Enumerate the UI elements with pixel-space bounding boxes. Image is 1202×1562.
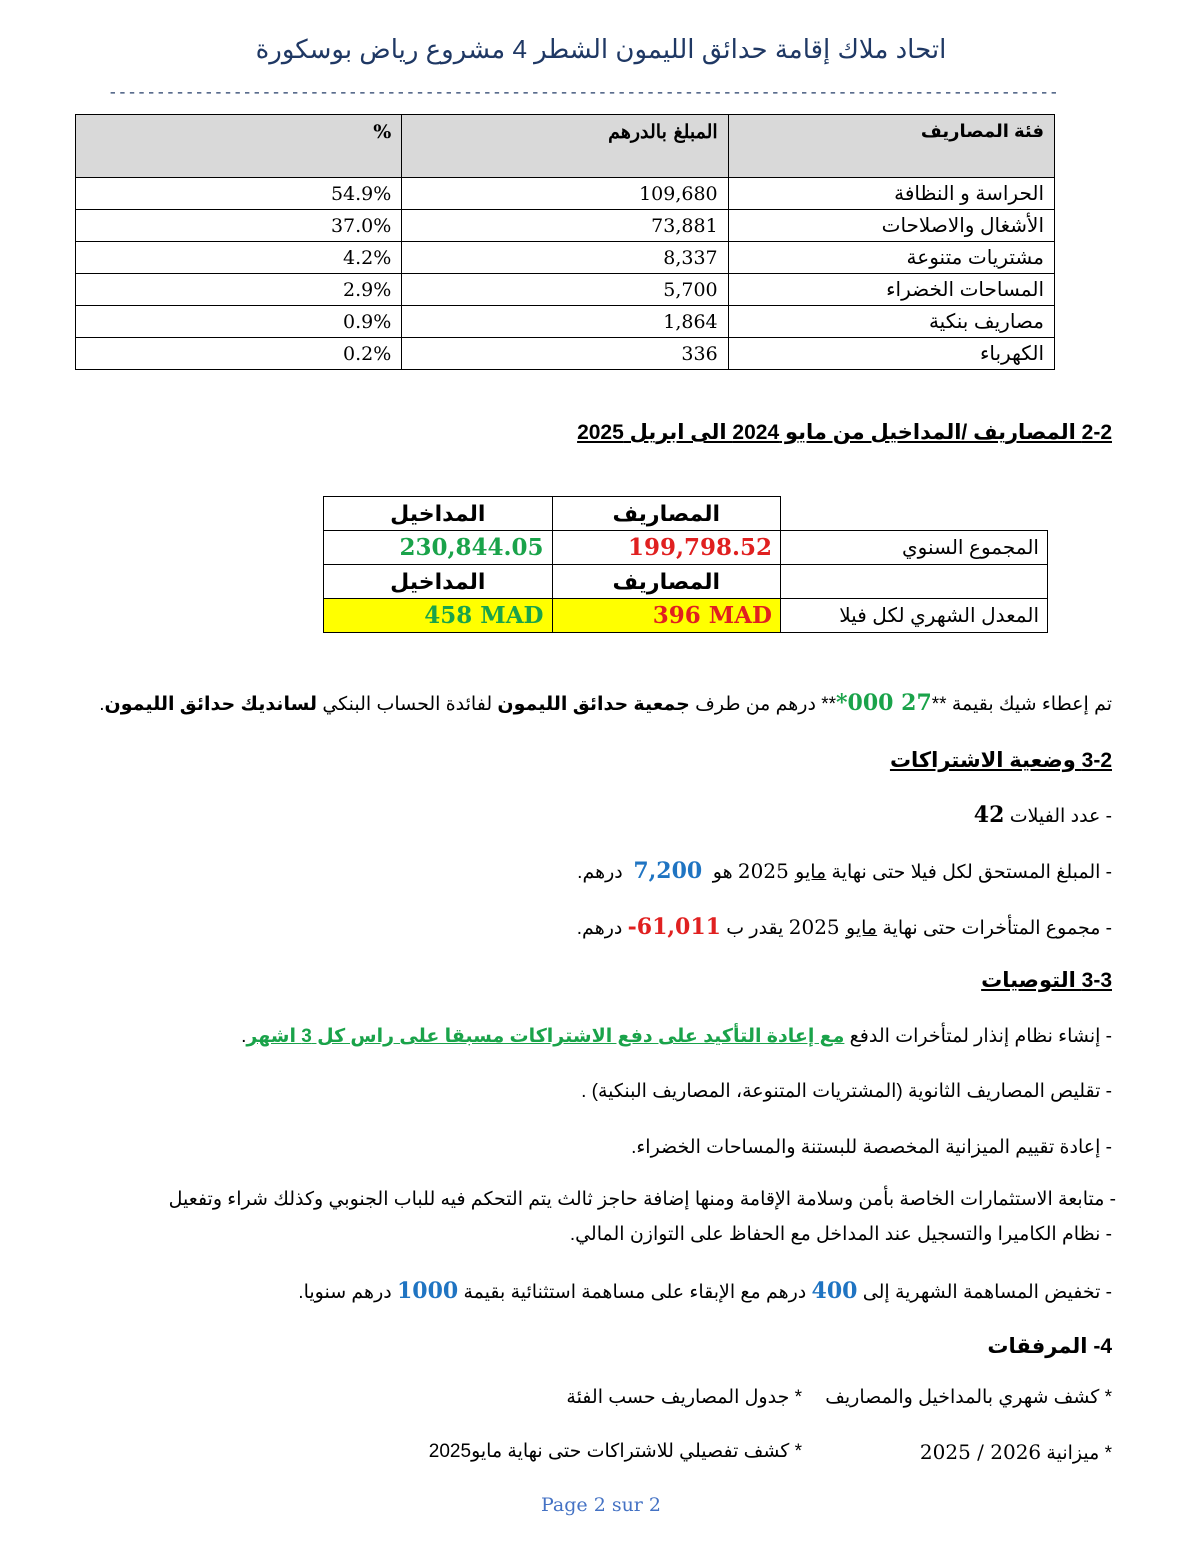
monthly-average-row	[324, 599, 1048, 633]
syndic-name: لسانديك حدائق الليمون	[104, 694, 318, 715]
annual-contribution-value: 1000	[396, 1278, 459, 1304]
attachment-2: * جدول المصاريف حسب الفئة	[566, 1387, 802, 1408]
table-row	[76, 338, 1055, 370]
recommendation-5	[298, 1278, 1112, 1304]
income-header: المداخيل	[324, 565, 553, 599]
attachment-3	[920, 1440, 1112, 1465]
recommendation-1	[241, 1025, 1112, 1048]
monthly-expenses-value: 396 MAD	[552, 599, 781, 633]
amount-due-text: درهم.	[577, 862, 629, 883]
cell-category: المساحات الخضراء	[728, 274, 1054, 306]
table-row	[76, 178, 1055, 210]
recommendation-3: - إعادة تقييم الميزانية المخصصة للبستنة والمساحات الخضراء.	[631, 1137, 1112, 1158]
section-3-2-heading: 3-2 وضعية الاشتراكات	[889, 749, 1112, 772]
empty-cell	[781, 565, 1048, 599]
amount-due-year: 2025	[737, 859, 796, 883]
attachment-3-label: * ميزانية	[1041, 1443, 1112, 1464]
recommendation-4a: - متابعة الاستثمارات الخاصة بأمن وسلامة الإقامة ومنها إضافة حاجز ثالث يتم التحكم فيه للباب الجنوبي وكذلك شراء وتفعيل	[168, 1189, 1116, 1210]
cheque-text: تم إعطاء شيك بقيمة **	[931, 694, 1112, 715]
cell-amount: 8,337	[402, 242, 728, 274]
table-row	[76, 274, 1055, 306]
villas-count-value: 42	[973, 802, 1005, 828]
arrears-text: - مجموع المتأخرات حتى نهاية	[877, 918, 1112, 939]
arrears-value: 61,011-	[627, 914, 721, 940]
amount-due-line	[577, 858, 1112, 884]
cheque-note	[99, 690, 1112, 716]
cell-percent: 37.0%	[76, 210, 402, 242]
cell-percent: 2.9%	[76, 274, 402, 306]
annual-expenses-value: 199,798.52	[552, 531, 781, 565]
header-amount: المبلغ بالدرهم	[402, 115, 728, 178]
expenses-header: المصاريف	[552, 497, 781, 531]
summary-header-row	[324, 565, 1048, 599]
expense-category-table	[75, 114, 1055, 370]
annual-income-value: 230,844.05	[324, 531, 553, 565]
association-name: جمعية حدائق الليمون	[497, 694, 690, 715]
cell-amount: 5,700	[402, 274, 728, 306]
recommendation-emphasis: مع إعادة التأكيد على دفع الاشتراكات مسبقا على راس كل 3 اشهر	[246, 1026, 845, 1047]
amount-due-text: هو	[707, 862, 738, 883]
empty-cell	[781, 497, 1048, 531]
income-expense-summary-table	[323, 496, 1048, 633]
summary-header-row	[324, 497, 1048, 531]
arrears-year: 2025	[788, 915, 847, 939]
header-percent: %	[76, 115, 402, 178]
table-row	[76, 242, 1055, 274]
cheque-text: ** درهم من طرف	[689, 694, 837, 715]
section-3-3-heading: 3-3 التوصيات	[981, 969, 1112, 992]
section-4-heading: 4- المرفقات	[987, 1335, 1112, 1358]
cell-category: مصاريف بنكية	[728, 306, 1054, 338]
cell-amount: 1,864	[402, 306, 728, 338]
document-title: اتحاد ملاك إقامة حدائق الليمون الشطر 4 مشروع رياض بوسكورة	[255, 34, 947, 64]
cell-amount: 73,881	[402, 210, 728, 242]
page-footer: Page 2 sur 2	[540, 1494, 662, 1516]
cell-percent: 0.9%	[76, 306, 402, 338]
arrears-text: درهم.	[576, 918, 628, 939]
cheque-text: لفائدة الحساب البنكي	[317, 694, 498, 715]
attachment-4: * كشف تفصيلي للاشتراكات حتى نهاية مايو2025	[428, 1441, 802, 1462]
table-row	[76, 210, 1055, 242]
cell-category: الكهرباء	[728, 338, 1054, 370]
recommendation-text: - تخفيض المساهمة الشهرية إلى	[857, 1282, 1112, 1303]
arrears-line	[577, 914, 1112, 940]
villas-count-text: - عدد الفيلات	[1004, 806, 1112, 827]
cell-category: مشتريات متنوعة	[728, 242, 1054, 274]
recommendation-text: - إنشاء نظام إنذار لمتأخرات الدفع	[844, 1026, 1112, 1047]
monthly-income-value: 458 MAD	[324, 599, 553, 633]
header-category: فئة المصاريف	[728, 115, 1054, 178]
recommendation-text: درهم سنويا.	[298, 1282, 397, 1303]
cell-amount: 109,680	[402, 178, 728, 210]
recommendation-4b: - نظام الكاميرا والتسجيل عند المداخل مع الحفاظ على التوازن المالي.	[569, 1224, 1112, 1245]
annual-total-row	[324, 531, 1048, 565]
table-row	[76, 306, 1055, 338]
income-header: المداخيل	[324, 497, 553, 531]
cheque-text: .	[99, 694, 105, 715]
cheque-amount: 27 000*	[836, 690, 932, 716]
cell-percent: 54.9%	[76, 178, 402, 210]
monthly-average-label: المعدل الشهري لكل فيلا	[781, 599, 1048, 633]
recommendation-text: .	[241, 1026, 247, 1047]
amount-due-value: 7,200	[633, 858, 703, 884]
cell-category: الأشغال والاصلاحات	[728, 210, 1054, 242]
attachment-3-value: 2025 / 2026	[919, 1440, 1042, 1464]
annual-total-label: المجموع السنوي	[781, 531, 1048, 565]
cell-percent: 0.2%	[76, 338, 402, 370]
recommendation-2: - تقليص المصاريف الثانوية (المشتريات المتنوعة، المصاريف البنكية) .	[581, 1081, 1112, 1102]
cell-percent: 4.2%	[76, 242, 402, 274]
villas-count-line	[974, 802, 1112, 828]
expenses-header: المصاريف	[552, 565, 781, 599]
monthly-contribution-value: 400	[811, 1278, 858, 1304]
cell-amount: 336	[402, 338, 728, 370]
recommendation-text: درهم مع الإبقاء على مساهمة استثنائية بقيمة	[458, 1282, 812, 1303]
arrears-text: يقدر ب	[720, 918, 789, 939]
table-header-row	[76, 115, 1055, 178]
section-2-2-heading: 2-2 المصاريف /المداخيل من مايو 2024 الى ابريل 2025	[577, 421, 1112, 444]
attachment-1: * كشف شهري بالمداخيل والمصاريف	[825, 1387, 1112, 1408]
amount-due-text: - المبلغ المستحق لكل فيلا حتى نهاية	[826, 862, 1112, 883]
arrears-month: مايو	[846, 918, 878, 939]
cell-category: الحراسة و النظافة	[728, 178, 1054, 210]
title-divider: ---------------------------------------------------------------------------------------------------	[108, 84, 1059, 102]
amount-due-month: مايو	[795, 862, 827, 883]
